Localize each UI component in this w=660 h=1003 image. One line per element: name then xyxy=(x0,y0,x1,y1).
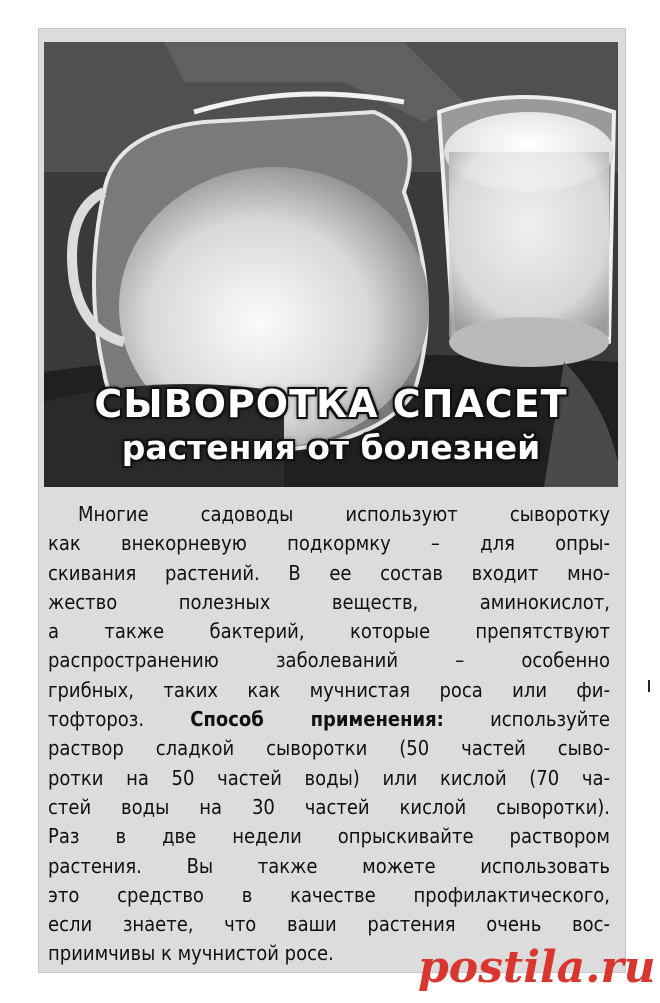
watermark-logo: postila.ru xyxy=(418,942,656,993)
article-line-end: используйте xyxy=(443,707,610,732)
article-line-method xyxy=(48,705,610,734)
article-line: жество полезных веществ, аминокислот, xyxy=(48,589,610,614)
headline-title: СЫВОРОТКА СПАСЕТ xyxy=(94,382,568,426)
article-line-start: тофтороз. xyxy=(48,707,191,732)
article-line: ротки на 50 частей воды) или кислой (70 ча- xyxy=(48,765,610,790)
method-heading: Способ применения: xyxy=(190,707,444,732)
article-line: Раз в две недели опрыскивайте раствором xyxy=(48,824,610,849)
article-line: распространению заболеваний – особенно xyxy=(48,648,610,673)
article-body xyxy=(48,500,610,969)
article-line: растения. Вы также можете использовать xyxy=(48,853,610,878)
article-line: а также бактерий, которые препятствуют xyxy=(48,619,610,644)
article-line: приимчивы к мучнистой росе. xyxy=(48,941,334,966)
article-line: грибных, таких как мучнистая роса или фи- xyxy=(48,677,610,702)
article-line: как внекорневую подкормку – для опры- xyxy=(48,531,610,556)
article-line: скивания растений. В ее состав входит мно- xyxy=(48,560,610,585)
headline-subtitle: растения от болезней xyxy=(121,428,541,467)
article-line: если знаете, что ваши растения очень вос- xyxy=(48,912,610,937)
article-line: раствор сладкой сыворотки (50 частей сыво- xyxy=(48,736,610,761)
headline-block xyxy=(44,380,618,480)
edge-mark xyxy=(648,680,650,692)
article-line: Многие садоводы используют сыворотку xyxy=(78,502,610,526)
article-line: стей воды на 30 частей кислой сыворотки). xyxy=(48,794,610,819)
article-line: это средство в качестве профилактического, xyxy=(48,882,610,907)
